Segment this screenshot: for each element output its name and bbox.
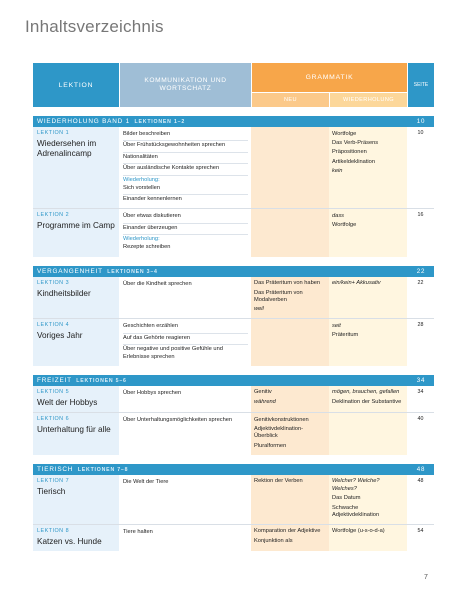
grammar-item: Präteritum (332, 332, 359, 339)
lesson-title: Kindheitsbilder (37, 288, 91, 298)
lesson-title: Unterhaltung für alle (37, 425, 111, 435)
grammar-item: Das Präteritum von Modalverben (254, 289, 303, 303)
lesson-row (33, 318, 434, 366)
grammar-review-cell (329, 319, 407, 366)
grammar-item: Komparation der Adjektive (254, 528, 321, 535)
section-bar (33, 375, 434, 386)
grammar-item: dass (332, 212, 345, 219)
kom-item: Auf das Gehörte reagieren (123, 334, 248, 345)
grammar-item: Präpositionen (332, 149, 367, 156)
grammar-item: Adjektivdeklination-Überblick (254, 426, 304, 440)
grammar-item: Deklination der Substantive (332, 398, 402, 405)
lesson-row (33, 208, 434, 256)
section-page: 10 (416, 118, 426, 125)
lesson-page: 22 (407, 277, 434, 319)
lesson-row (33, 412, 434, 455)
lesson-title: Welt der Hobbys (37, 397, 98, 407)
lesson-page: 28 (407, 319, 434, 366)
grammar-item: Schwache Adjektivdeklination (332, 504, 380, 518)
grammar-item: weil (254, 306, 264, 313)
grammar-item: Konjunktion als (254, 537, 293, 544)
header-seite: SEITE (408, 63, 434, 107)
lesson-number: LEKTION 7 (37, 477, 70, 484)
kom-item: Über die Kindheit sprechen (123, 280, 192, 287)
section-page: 34 (416, 376, 426, 384)
grammar-item: Welcher? Welche? Welches? (332, 478, 380, 492)
kom-item: Nationalitäten (123, 153, 248, 164)
kom-item: Die Welt der Tiere (123, 478, 169, 485)
grammar-new-cell (251, 475, 329, 524)
grammar-new-cell (251, 319, 329, 366)
header-neu: NEU (252, 93, 329, 107)
kom-item: Über Frühstücksgewohnheiten sprechen (123, 141, 248, 152)
review-label: Wiederholung: (123, 236, 160, 243)
section-subtitle: LEKTIONEN 7–8 (77, 466, 129, 473)
grammar-item: kein (332, 168, 343, 175)
kom-item: Über ausländische Kontakte sprechen (123, 164, 248, 175)
grammar-item: Artikeldeklination (332, 158, 375, 165)
grammar-review-cell (329, 413, 407, 455)
grammar-new-cell (251, 209, 329, 256)
grammar-new-cell (251, 386, 329, 412)
lesson-title: Wiedersehen im Adrenalincamp (37, 139, 97, 159)
grammar-new-cell (251, 127, 329, 208)
lesson-number: LEKTION 6 (37, 416, 70, 423)
section-bar (33, 116, 434, 127)
lesson-number: LEKTION 1 (37, 130, 70, 136)
kom-item: Tiere halten (123, 528, 153, 535)
grammar-item: Pluralformen (254, 442, 287, 449)
lesson-row (33, 524, 434, 551)
lesson-page: 48 (407, 475, 434, 524)
grammar-item: Das Verb-Präsens (332, 139, 379, 146)
table-of-contents (33, 63, 434, 551)
grammar-item: Wortfolge (332, 222, 357, 229)
review-label: Wiederholung: (123, 176, 160, 183)
lesson-page: 54 (407, 525, 434, 551)
grammar-item: Rektion der Verben (254, 478, 303, 485)
section-page: 48 (416, 465, 426, 473)
review-item: Rezepte schreiben (123, 244, 171, 251)
section-title: FREIZEIT (37, 376, 72, 384)
lesson-page: 10 (407, 127, 434, 208)
lesson-title: Katzen vs. Hunde (37, 536, 102, 546)
grammar-item: ein/kein+ Akkusativ (332, 280, 381, 287)
grammar-item: Das Präteritum von haben (254, 280, 321, 287)
grammar-item: mögen, brauchen, gefallen (332, 389, 400, 396)
section-subtitle: LEKTIONEN 1–2 (134, 119, 186, 125)
section-bar (33, 464, 434, 475)
lesson-row (33, 475, 434, 524)
toc-header (33, 63, 434, 107)
grammar-new-cell (251, 413, 329, 455)
section-bar (33, 266, 434, 277)
review-item: Sich vorstellen (123, 184, 248, 195)
grammar-new-cell (251, 277, 329, 319)
kom-item: Geschichten erzählen (123, 322, 248, 333)
lesson-row (33, 277, 434, 319)
lesson-number: LEKTION 5 (37, 388, 70, 395)
grammar-item: Wortfolge (332, 130, 357, 137)
grammar-item: während (254, 398, 276, 405)
kom-item: Über negative und positive Gefühle und Erlebnisse sprechen (123, 346, 223, 360)
kom-item: Einander überzeugen (123, 224, 248, 235)
grammar-item: seit (332, 322, 341, 329)
section-subtitle: LEKTIONEN 3–4 (107, 268, 158, 275)
kom-item: Über etwas diskutieren (123, 212, 248, 223)
lesson-page: 16 (407, 209, 434, 256)
section-subtitle: LEKTIONEN 5–6 (76, 377, 127, 384)
grammar-item: Genitiv (254, 389, 272, 396)
kom-item: Über Hobbys sprechen (123, 389, 182, 396)
grammar-review-cell (329, 209, 407, 256)
grammar-item: Wortfolge (u-s-o-d-a) (332, 528, 385, 535)
header-grammatik (252, 63, 407, 107)
grammar-review-cell (329, 525, 407, 551)
lesson-row (33, 127, 434, 208)
lesson-row (33, 386, 434, 412)
section-title: WIEDERHOLUNG BAND 1 (37, 118, 130, 125)
header-kommunikation-line1: KOMMUNIKATION UND (144, 76, 227, 84)
lesson-number: LEKTION 8 (37, 527, 70, 534)
grammar-review-cell (329, 475, 407, 524)
lesson-page: 34 (407, 386, 434, 412)
grammar-new-cell (251, 525, 329, 551)
page-title: Inhaltsverzeichnis (25, 17, 164, 36)
header-lektion: LEKTION (33, 63, 119, 107)
header-grammatik-title: GRAMMATIK (252, 63, 407, 92)
lesson-title: Programme im Camp (37, 221, 115, 231)
kom-item: Bilder beschreiben (123, 130, 248, 141)
grammar-item: Das Datum (332, 495, 361, 502)
header-kommunikation-line2: WORTSCHATZ (159, 85, 212, 92)
page-number: 7 (424, 574, 428, 581)
review-item: Einander kennenlernen (123, 196, 182, 203)
header-wiederholung: WIEDERHOLUNG (330, 93, 407, 107)
lesson-page: 40 (407, 413, 434, 455)
lesson-title: Voriges Jahr (37, 331, 83, 341)
grammar-item: Genitivkonstruktionen (254, 416, 309, 423)
grammar-review-cell (329, 127, 407, 208)
lesson-number: LEKTION 2 (37, 212, 70, 219)
lesson-number: LEKTION 4 (37, 322, 70, 329)
lesson-number: LEKTION 3 (37, 279, 70, 286)
kom-item: Über Unterhaltungsmöglichkeiten sprechen (123, 417, 233, 424)
section-page: 22 (416, 267, 426, 275)
grammar-review-cell (329, 277, 407, 319)
header-kommunikation (120, 63, 251, 107)
section-title: VERGANGENHEIT (37, 267, 103, 275)
grammar-review-cell (329, 386, 407, 412)
lesson-title: Tierisch (37, 486, 66, 496)
section-title: TIERISCH (37, 465, 74, 473)
